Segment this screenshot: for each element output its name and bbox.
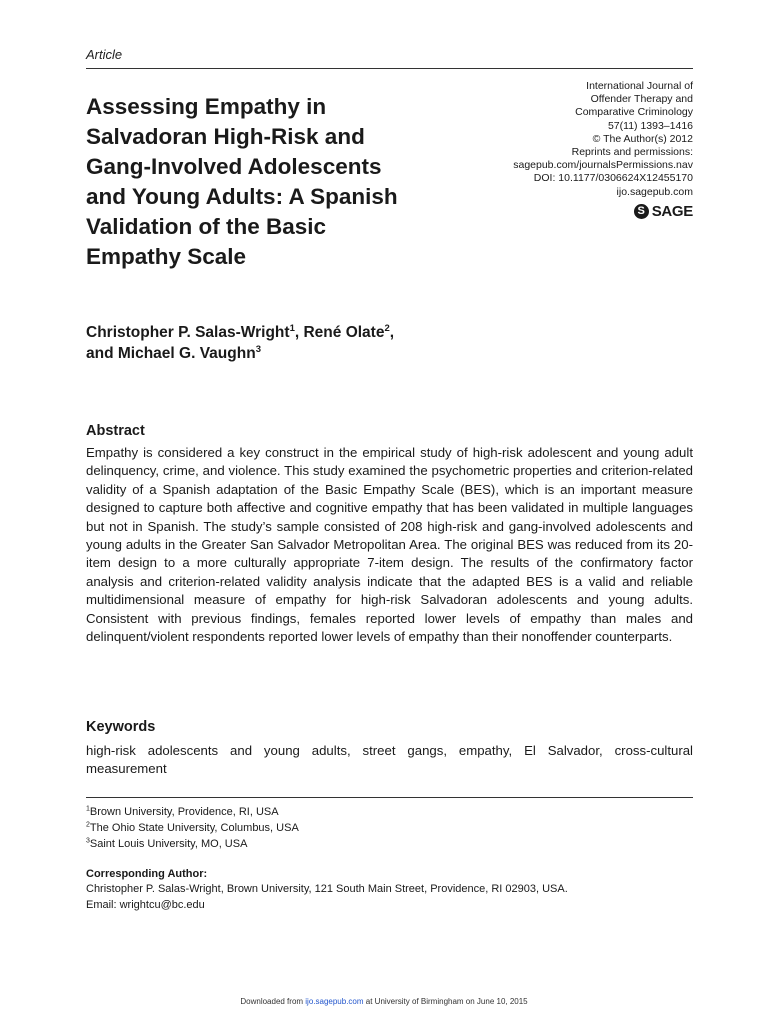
author-conjunction: and — [86, 345, 118, 362]
author-separator: , — [389, 324, 395, 341]
abstract-body: Empathy is considered a key construct in the empirical study of high-risk adolescent and young adult delinquency, crime, and violence. This study examined the psychometric properties and criterion-related validity of a Spanish adaptation of the Basic Empathy Scale (BES), which is an important measure designed to capture both affective and cognitive empathy that has been validated in multiple languages but not in Spanish. The study’s sample consisted of 208 high-risk and gang-involved adolescents and young adults in the Greater San Salvador Metropolitan Area. The original BES was reduced from its 20-item design to a more culturally appropriate 7-item design. The results of the confirmatory factor analysis and criterion-related validity analysis indicate that the adapted BES is a valid and reliable multidimensional measure of empathy for high-risk Salvadoran adolescents and young adults. Consistent with previous findings, females reported lower levels of empathy than males and delinquent/violent respondents reported lower levels of empathy than their nonoffender counterparts. — [86, 445, 693, 645]
reprints-link[interactable]: sagepub.com/journalsPermissions.nav — [513, 159, 693, 172]
sage-logo-text: SAGE — [651, 203, 693, 220]
title-line: Gang-Involved Adolescents — [86, 154, 382, 179]
affiliation-marker: 2 — [384, 322, 390, 334]
author-list — [86, 322, 646, 364]
corresponding-author — [86, 881, 568, 913]
journal-name-line: Offender Therapy and — [590, 93, 693, 106]
download-footer — [0, 997, 768, 1006]
title-line: Assessing Empathy in — [86, 94, 327, 119]
download-link[interactable]: ijo.sagepub.com — [305, 997, 364, 1006]
author-name: Christopher P. Salas-Wright — [86, 324, 290, 341]
affiliation-text: Saint Louis University, MO, USA — [89, 838, 248, 850]
title-line: Validation of the Basic — [86, 214, 327, 239]
journal-name-line: International Journal of — [586, 80, 693, 92]
affiliation-text: The Ohio State University, Columbus, USA — [89, 822, 299, 834]
doi: DOI: 10.1177/0306624X12455170 — [533, 172, 693, 185]
affiliations — [86, 804, 299, 852]
abstract-heading: Abstract — [86, 423, 145, 439]
affiliation-marker: 3 — [86, 837, 90, 845]
title-line: Empathy Scale — [86, 244, 247, 269]
corresponding-address: Christopher P. Salas-Wright, Brown University, 121 South Main Street, Providence, RI 02903, USA. — [86, 883, 568, 895]
affiliation-marker: 3 — [255, 343, 261, 355]
corresponding-author-label: Corresponding Author: — [86, 868, 208, 880]
affiliation-marker: 1 — [86, 805, 90, 813]
journal-name-line: Comparative Criminology — [575, 106, 693, 119]
affiliation-text: Brown University, Providence, RI, USA — [89, 806, 279, 818]
journal-volume: 57(11) 1393–1416 — [607, 119, 693, 132]
article-title — [86, 92, 486, 272]
affiliation-item — [86, 804, 299, 820]
title-line: and Young Adults: A Spanish — [86, 184, 398, 209]
journal-site-link[interactable]: ijo.sagepub.com — [616, 185, 693, 198]
footnote-rule — [86, 797, 693, 798]
journal-info — [463, 80, 693, 199]
download-prefix: Downloaded from — [240, 997, 306, 1006]
journal-copyright: © The Author(s) 2012 — [592, 132, 693, 145]
keywords-body: high-risk adolescents and young adults, street gangs, empathy, El Salvador, cross-cultural measurement — [86, 743, 693, 777]
affiliation-marker: 2 — [86, 821, 90, 829]
author-name: Michael G. Vaughn — [117, 345, 256, 362]
affiliation-marker: 1 — [289, 322, 295, 334]
corresponding-email[interactable]: Email: wrightcu@bc.edu — [86, 899, 205, 911]
affiliation-item — [86, 836, 299, 852]
reprints-label: Reprints and permissions: — [571, 146, 693, 159]
author-name: René Olate — [303, 324, 385, 341]
affiliation-item — [86, 820, 299, 836]
title-line: Salvadoran High-Risk and — [86, 124, 365, 149]
author-separator: , — [294, 324, 304, 341]
article-type-label: Article — [86, 47, 123, 62]
sage-logo-icon: S — [634, 204, 649, 219]
sage-logo — [634, 203, 693, 220]
keywords-heading: Keywords — [86, 719, 156, 735]
top-rule — [86, 68, 693, 69]
download-suffix: at University of Birmingham on June 10, 2015 — [363, 997, 528, 1006]
